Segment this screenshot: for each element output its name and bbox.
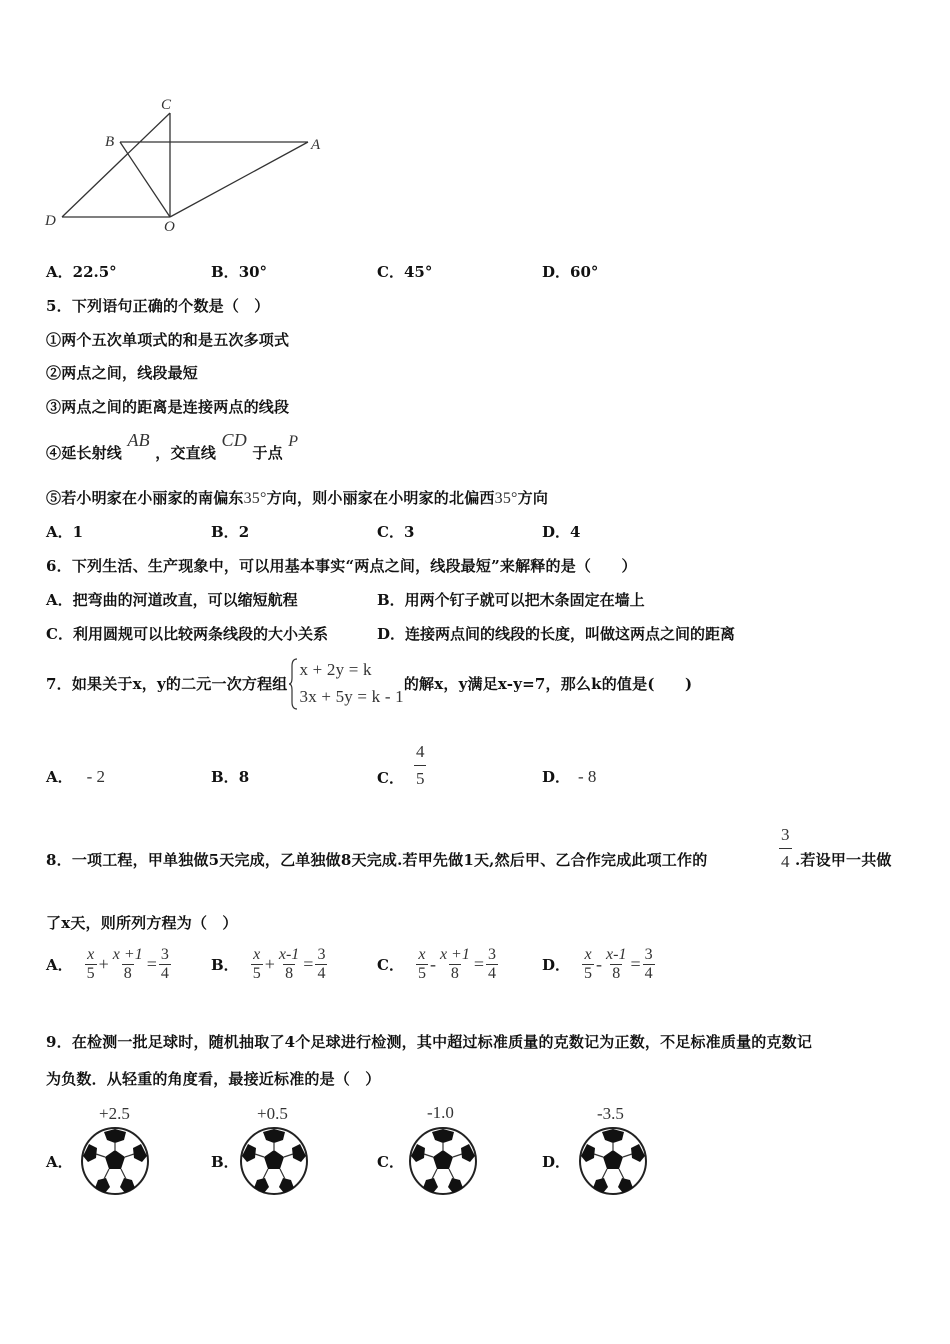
denominator: 5 <box>584 965 593 982</box>
numerator: 3 <box>488 946 497 963</box>
fraction <box>85 946 97 983</box>
denominator: 5 <box>417 965 426 982</box>
text: ，交直线 <box>155 444 217 462</box>
denominator: 5 <box>86 965 95 982</box>
numerator: x +1 <box>112 946 143 963</box>
equals: = <box>303 954 314 974</box>
numerator: 3 <box>160 946 169 963</box>
denominator: 4 <box>779 848 792 872</box>
option-value: - 2 <box>86 767 106 786</box>
option-text: 4 <box>570 523 581 541</box>
numerator: 4 <box>415 742 425 761</box>
q4-option-a[interactable] <box>46 261 117 282</box>
fraction <box>416 946 428 983</box>
q8-stem-line1-end: .若设甲一共做 <box>795 851 892 869</box>
q9-option-b[interactable]: B． <box>211 1153 239 1171</box>
denominator: 5 <box>414 765 427 789</box>
q9-option-c[interactable]: C． <box>377 1153 404 1171</box>
q5-statement-4 <box>46 432 298 464</box>
fraction <box>159 946 171 983</box>
option-letter: D． <box>542 768 571 786</box>
q6-stem: 6．下列生活、生产现象中，可以用基本事实“两点之间，线段最短”来解释的是（ ） <box>46 557 637 575</box>
fraction <box>486 946 498 983</box>
q8-stem-fraction <box>779 825 792 872</box>
angle: 35° <box>243 490 267 507</box>
option-letter: A． <box>46 768 73 786</box>
soccer-ball-icon[interactable] <box>80 1126 150 1196</box>
option-value: 8 <box>238 768 250 786</box>
option-letter: B． <box>211 263 239 281</box>
numerator: x <box>87 946 95 963</box>
q9-stem-line2: 为负数．从轻重的角度看，最接近标准的是（ ） <box>46 1070 381 1088</box>
q6-option-a[interactable]: A．把弯曲的河道改直，可以缩短航程 <box>46 591 298 609</box>
q4-option-d[interactable] <box>542 261 598 282</box>
point-label-o: O <box>164 219 175 235</box>
option-letter: C． <box>377 769 404 787</box>
q8-option-b[interactable] <box>211 946 327 983</box>
q5-statement-1: ①两个五次单项式的和是五次多项式 <box>46 331 290 349</box>
equals: = <box>630 954 641 974</box>
q5-option-b[interactable] <box>211 521 249 542</box>
point-label-b: B <box>105 134 115 150</box>
soccer-ball-icon[interactable] <box>408 1126 478 1196</box>
option-letter: C． <box>377 523 404 541</box>
numerator: x-1 <box>606 946 627 963</box>
text: ④延长射线 <box>46 444 123 462</box>
q8-stem-line1 <box>46 849 707 870</box>
denominator: 8 <box>123 965 132 982</box>
option-text: 3 <box>403 523 415 541</box>
operator: - <box>596 954 603 974</box>
equals: = <box>146 954 157 974</box>
q9-option-a[interactable]: A． <box>46 1153 73 1171</box>
q9-option-a-label: +2.5 <box>99 1104 130 1123</box>
option-letter: D． <box>542 523 571 541</box>
fraction <box>643 946 655 983</box>
q9-option-d-label: -3.5 <box>597 1104 624 1123</box>
point-p: P <box>288 433 299 450</box>
q7-option-c[interactable] <box>377 742 426 789</box>
q9-stem-line1: 9．在检测一批足球时，随机抽取了4个足球进行检测，其中超过标准质量的克数记为正数，不足标准质量的克数记 <box>46 1033 813 1051</box>
q7-option-a[interactable] <box>46 766 105 787</box>
point-label-a: A <box>311 137 321 153</box>
option-value: - 8 <box>578 767 597 786</box>
fraction <box>315 946 327 983</box>
fraction <box>111 946 145 983</box>
q8-option-c[interactable] <box>377 946 498 983</box>
denominator: 4 <box>644 965 653 982</box>
option-text: 60° <box>570 263 599 281</box>
soccer-ball-icon[interactable] <box>578 1126 648 1196</box>
q5-statement-5 <box>46 487 548 508</box>
option-letter: A． <box>46 263 73 281</box>
option-text: 1 <box>72 523 84 541</box>
soccer-ball-icon[interactable] <box>239 1126 309 1196</box>
q7-stem <box>46 656 692 710</box>
q5-stem: 5．下列语句正确的个数是（ ） <box>46 297 270 315</box>
numerator: 3 <box>781 825 790 844</box>
fraction <box>438 946 472 983</box>
text: 方向 <box>517 489 549 507</box>
q8-stem-line2: 了x天，则所列方程为（ ） <box>46 914 238 932</box>
equation-1: x + 2y = k <box>299 660 372 679</box>
text: 于点 <box>252 444 283 462</box>
numerator: 3 <box>317 946 326 963</box>
option-letter: A． <box>46 956 73 974</box>
equals: = <box>473 954 485 974</box>
fraction <box>277 946 301 983</box>
denominator: 4 <box>488 965 497 982</box>
denominator: 5 <box>252 965 261 982</box>
option-letter: B． <box>211 523 239 541</box>
operator: + <box>98 954 109 974</box>
point-label-c: C <box>161 97 172 113</box>
numerator: x <box>584 946 592 963</box>
text: ⑤若小明家在小丽家的南偏东 <box>46 489 244 507</box>
option-text: 45° <box>403 263 433 281</box>
q6-option-b[interactable]: B．用两个钉子就可以把木条固定在墙上 <box>377 591 645 609</box>
q5-option-c[interactable] <box>377 521 414 542</box>
line-cd: CD <box>221 430 247 450</box>
numerator: 3 <box>644 946 653 963</box>
option-text: 30° <box>238 263 268 281</box>
point-label-d: D <box>45 213 56 229</box>
option-letter: A． <box>46 523 73 541</box>
numerator: x <box>253 946 261 963</box>
option-text: 22.5° <box>72 263 117 281</box>
denominator: 4 <box>160 965 169 982</box>
q7-option-d[interactable] <box>542 766 596 787</box>
angle: 35° <box>494 490 518 507</box>
denominator: 8 <box>612 965 621 982</box>
denominator: 4 <box>317 965 326 982</box>
option-letter: B． <box>211 956 239 974</box>
text: 的解x，y满足x-y=7，那么k的值是( ) <box>403 674 693 693</box>
numerator: x-1 <box>278 946 300 963</box>
q9-option-d[interactable]: D． <box>542 1153 571 1171</box>
q9-option-c-label: -1.0 <box>427 1103 454 1122</box>
option-letter: D． <box>542 956 571 974</box>
text: 8．一项工程，甲单独做5天完成，乙单独做8天完成.若甲先做1天,然后甲、乙合作完成此项工作的 <box>46 851 708 869</box>
q5-option-d[interactable] <box>542 521 580 542</box>
equation-system <box>288 656 404 710</box>
q6-option-d[interactable]: D．连接两点间的线段的长度，叫做这两点之间的距离 <box>377 625 736 643</box>
q5-statement-2: ②两点之间，线段最短 <box>46 364 199 382</box>
option-text: 2 <box>238 523 250 541</box>
q8-option-d[interactable] <box>542 946 655 983</box>
fraction <box>582 946 594 983</box>
option-letter: B． <box>211 768 239 786</box>
q8-option-a[interactable] <box>46 946 171 983</box>
operator: - <box>429 954 436 974</box>
option-letter: C． <box>377 263 404 281</box>
denominator: 8 <box>285 965 294 982</box>
text: 7．如果关于x，y的二元一次方程组 <box>46 674 288 693</box>
text: 方向，则小丽家在小明家的北偏西 <box>266 489 495 507</box>
fraction <box>604 946 628 983</box>
q5-statement-3: ③两点之间的距离是连接两点的线段 <box>46 398 290 416</box>
ray-ab: AB <box>127 430 150 450</box>
option-letter: C． <box>377 956 404 974</box>
q4-option-c[interactable] <box>377 261 432 282</box>
denominator: 8 <box>450 965 459 982</box>
operator: + <box>264 954 275 974</box>
numerator: x <box>418 946 426 963</box>
numerator: x +1 <box>439 946 470 963</box>
option-letter: D． <box>542 263 571 281</box>
q5-option-a[interactable] <box>46 521 83 542</box>
q4-option-b[interactable] <box>211 261 267 282</box>
q9-option-b-label: +0.5 <box>257 1104 288 1123</box>
equation-2: 3x + 5y = k - 1 <box>299 687 404 706</box>
q6-option-c[interactable]: C．利用圆规可以比较两条线段的大小关系 <box>46 625 328 643</box>
q7-option-b[interactable] <box>211 766 249 787</box>
fraction <box>414 742 427 789</box>
geometry-figure <box>40 95 340 240</box>
fraction <box>251 946 263 983</box>
